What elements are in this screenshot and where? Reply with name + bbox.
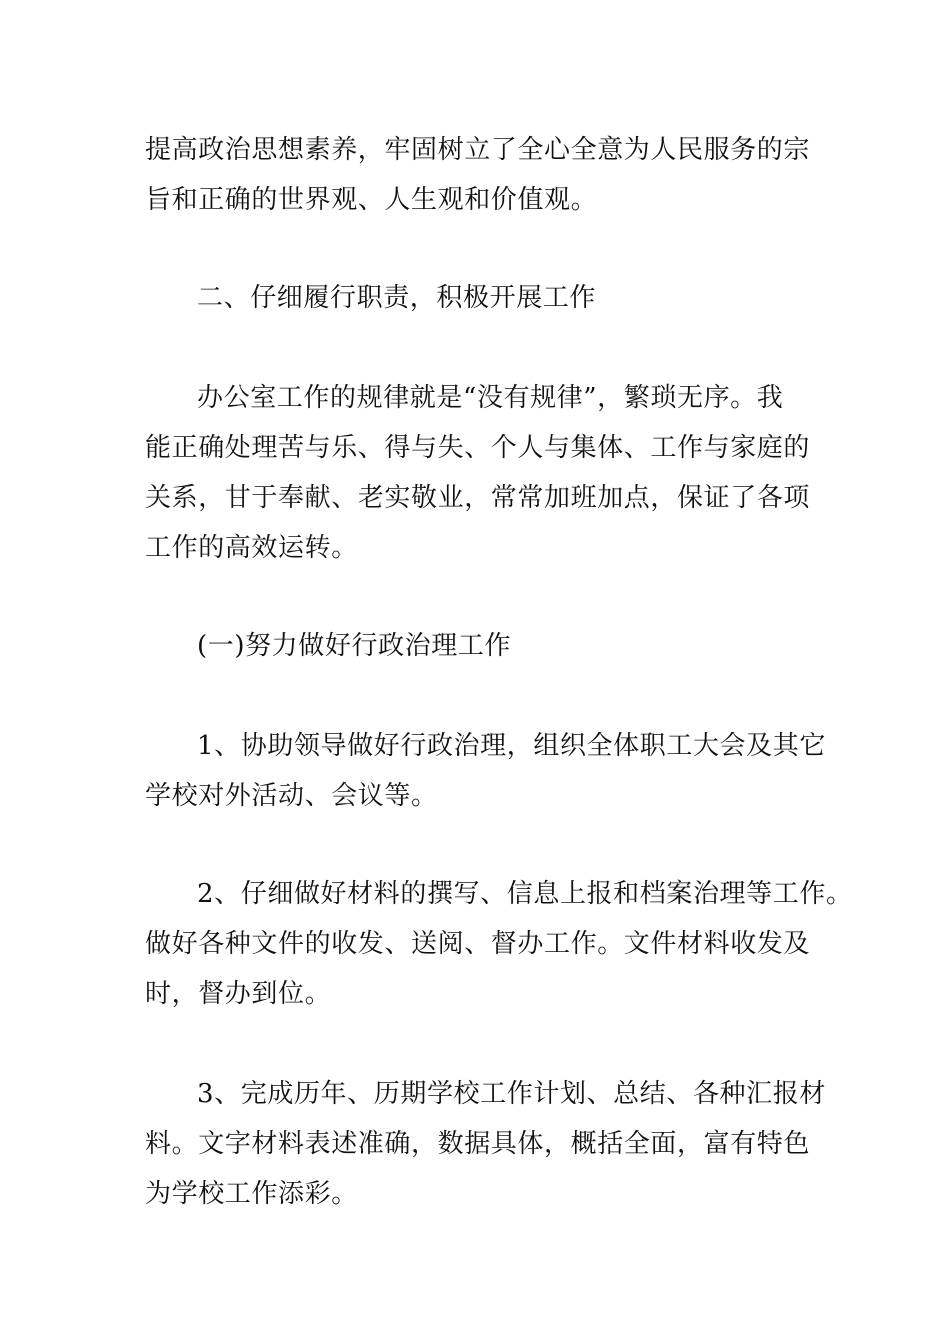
- item-3-line-2: 料。文字材料表述准确，数据具体，概括全面，富有特色: [145, 1129, 811, 1159]
- item-3-line-3: 为学校工作添彩。: [145, 1179, 358, 1209]
- item-1-line-1: 1、协助领导做好行政治理，组织全体职工大会及其它: [197, 731, 826, 761]
- paragraph-2-line-1: 办公室工作的规律就是“没有规律”，繁琐无序。我: [197, 383, 784, 413]
- paragraph-2-line-4: 工作的高效运转。: [145, 533, 358, 563]
- item-3-line-1: 3、完成历年、历期学校工作计划、总结、各种汇报材: [197, 1079, 826, 1109]
- item-2-line-3: 时，督办到位。: [145, 979, 332, 1009]
- paragraph-1-line-1: 提高政治思想素养，牢固树立了全心全意为人民服务的宗: [145, 135, 811, 165]
- section-heading-2: 二、仔细履行职责，积极开展工作: [197, 283, 597, 313]
- paragraph-2-line-2: 能正确处理苦与乐、得与失、个人与集体、工作与家庭的: [145, 433, 811, 463]
- item-2-line-1: 2、仔细做好材料的撰写、信息上报和档案治理等工作。: [197, 879, 853, 909]
- paragraph-2-line-3: 关系，甘于奉献、老实敬业，常常加班加点，保证了各项: [145, 483, 811, 513]
- item-2-line-2: 做好各种文件的收发、送阅、督办工作。文件材料收发及: [145, 929, 811, 959]
- subsection-heading-1: (一)努力做好行政治理工作: [197, 631, 512, 661]
- paragraph-1-line-2: 旨和正确的世界观、人生观和价值观。: [145, 185, 598, 215]
- item-1-line-2: 学校对外活动、会议等。: [145, 781, 438, 811]
